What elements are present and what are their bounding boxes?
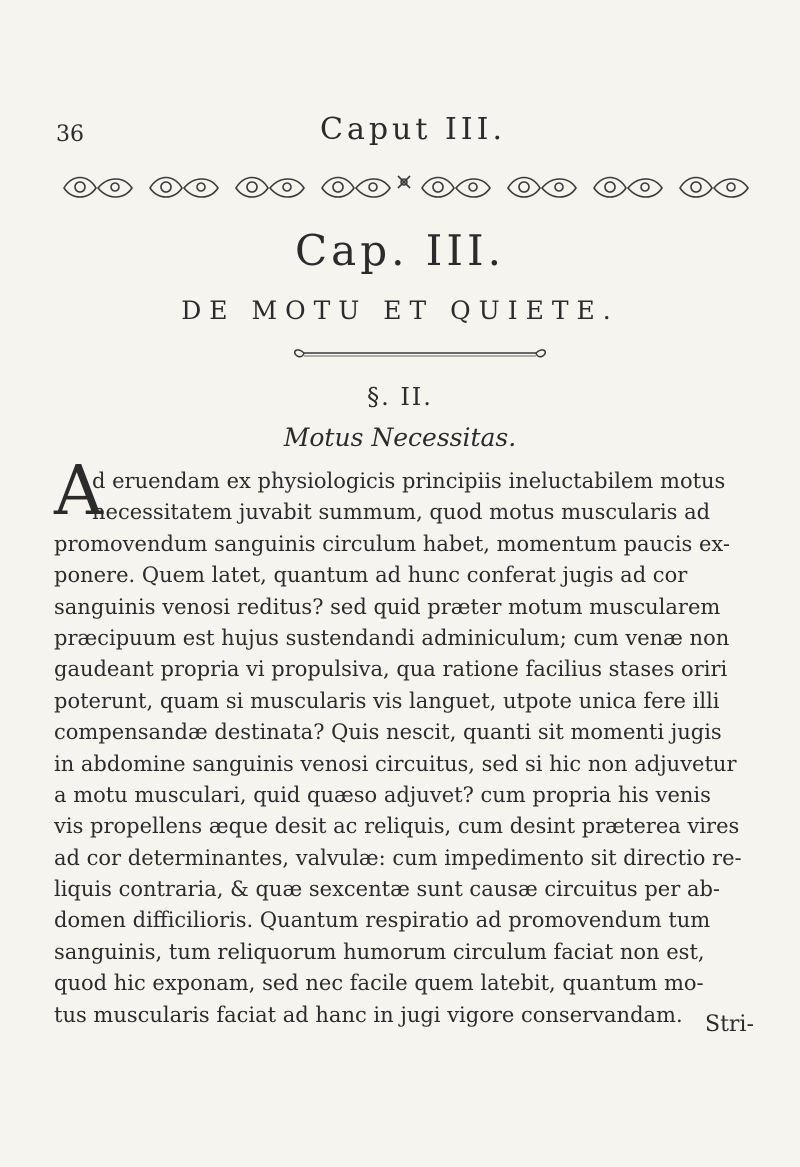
text-line: a motu musculari, quid quæso adjuvet? cum propria his venis [54,782,711,807]
rule-ornament [290,345,550,361]
text-line: liquis contraria, & quæ sexcentæ sunt causæ circuitus per ab- [54,877,721,902]
ornament-motif [64,178,132,198]
text-line: præcipuum est hujus sustendandi adminiculum; cum venæ non [54,625,730,650]
text-line: quod hic exponam, sed nec facile quem latebit, quantum mo- [54,971,704,996]
paragraph-number: §. II. [367,383,433,411]
page-number: 36 [56,122,84,147]
text-line: necessitatem juvabit summum, quod motus muscularis ad [92,500,711,525]
text-line: promovendum sanguinis circulum habet, momentum paucis ex- [54,531,730,556]
subsection-title: Motus Necessitas. [283,423,517,452]
text-line: sanguinis venosi reditus? sed quid præter motum muscularem [54,594,721,619]
text-line: vis propellens æque desit ac reliquis, cum desint præterea vires [54,814,740,839]
section-title: DE MOTU ET QUIETE. [181,296,619,325]
chapter-title: Cap. III. [295,226,505,275]
catchword: Stri- [705,1012,754,1037]
running-head: Caput III. [320,112,507,147]
text-line: ponere. Quem latet, quantum ad hunc conferat jugis ad cor [54,563,688,588]
text-line: compensandæ destinata? Quis nescit, quanti sit momenti jugis [54,720,722,745]
text-line: sanguinis, tum reliquorum humorum circulum faciat non est, [54,939,705,964]
text-line: d eruendam ex physiologicis principiis ineluctabilem motus [92,469,726,493]
ornamental-band [58,170,764,204]
text-line: gaudeant propria vi propulsiva, qua ratione facilius stases oriri [54,657,728,682]
text-line: in abdomine sanguinis venosi circuitus, sed si hic non adjuvetur [54,751,737,776]
text-line: poterunt, quam si muscularis vis languet, utpote unica fere illi [54,688,720,713]
body-text [54,466,768,1031]
text-line: domen difficilioris. Quantum respiratio ad promovendum tum [54,908,711,933]
drop-cap: A [54,452,104,531]
text-line: tus muscularis faciat ad hanc in jugi vigore conservandam. [54,1002,683,1027]
text-line: ad cor determinantes, valvulæ: cum impedimento sit directio re- [54,845,742,870]
